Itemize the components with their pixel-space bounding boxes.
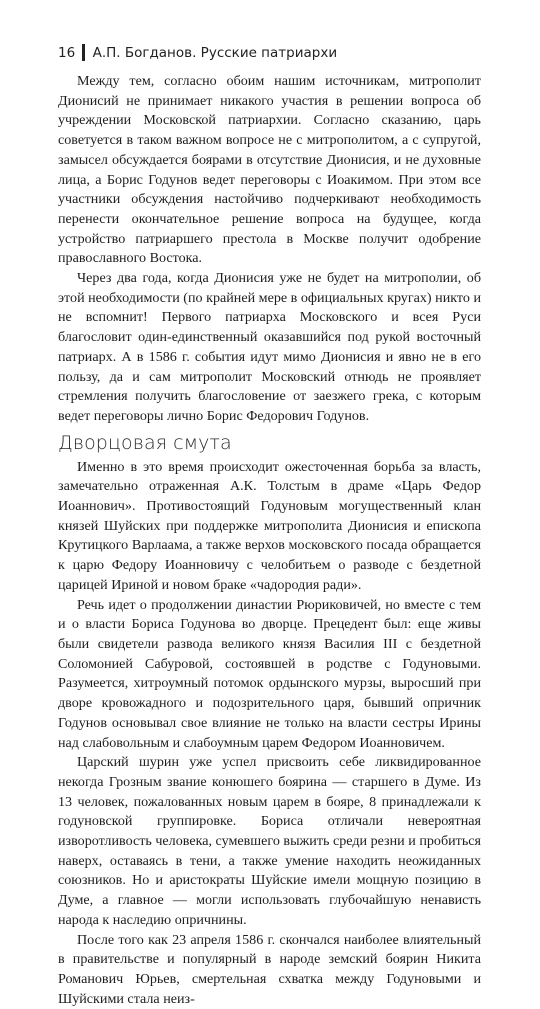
page-body <box>58 72 481 1009</box>
section-heading: Дворцовая смута <box>58 431 232 454</box>
page-number: 16 <box>58 44 76 61</box>
paragraph: Между тем, согласно обоим нашим источникам, митрополит Дионисий не принимает никакого участия в решении вопроса об учреждении Московской патриархии. Согласно сказанию, царь советуется в таком важном вопросе не с митрополитом, а с супругой, замысел обсуждается боярами в отсутствие Дионисия, и не духовные лица, а Борис Годунов ведет переговоры с Иоакимом. При этом все участники обсуждения настойчиво подчеркивают необходимость перенести окончательное решение вопроса на будущее, когда устройство патриаршего престола в Москве получит одобрение православного Востока. <box>58 73 481 267</box>
running-header <box>58 44 337 61</box>
paragraph: Именно в это время происходит ожесточенная борьба за власть, замечательно отраженная А.К. Толстым в драме «Царь Федор Иоаннович». Противостоящий Годуновым могущественный клан князей Шуйских при поддержке митрополита Дионисия и епископа Крутицкого Варлаама, а также верхов московского посада обращается к царю Федору Иоанновичу с челобитьем о разводе с бездетной царицей Ириной и новом браке «чадородия ради». <box>58 458 481 593</box>
running-title: А.П. Богданов. Русские патриархи <box>92 44 338 61</box>
paragraph: Речь идет о продолжении династии Рюриковичей, но вместе с тем и о власти Бориса Годунова во дворце. Прецедент был: еще живы были свидетели развода великого князя Василия III с бездетной Соломонией Сабуровой, состоявшей в родстве с Годуновыми. Разумеется, хитроумный потомок ордынского мурзы, выросший при дворе кровожадного и подозрительного царя, бывший опричник Годунов основывал свое влияние не только на власти сестры Ирины над слабовольным и слабоумным царем Федором Иоанновичем. <box>58 596 481 751</box>
paragraph: После того как 23 апреля 1586 г. скончался наиболее влиятельный в правительстве и популярный в народе земский боярин Никита Романович Юрьев, смертельная схватка между Годуновыми и Шуйскими стала неиз- <box>58 931 481 1007</box>
paragraph: Царский шурин уже успел присвоить себе ликвидированное некогда Грозным звание конюшего боярина — старшего в Думе. Из 13 человек, пожалованных новым царем в бояре, 8 принадлежали к годуновской группировке. Бориса отличали невероятная изворотливость человека, сумевшего выжить среди резни и пробиться наверх, оставаясь в тени, а также умение находить неожиданных союзников. Но и аристократы Шуйские имели мощную позицию в Думе, а главное — могли использовать глубочайшую ненависть народа к наследию опричнины. <box>58 754 481 928</box>
header-divider <box>82 44 84 61</box>
paragraph: Через два года, когда Дионисия уже не будет на митрополии, об этой необходимости (по крайней мере в официальных кругах) никто и не вспомнит! Первого патриарха Московского и всея Руси благословит один-единственный оказавшийся под рукой восточный патриарх. А в 1586 г. события идут мимо Дионисия и явно не в его пользу, да и сам митрополит Московский отнюдь не проявляет стремления получить благословение от заезжего грека, с которым ведет переговоры лично Борис Федорович Годунов. <box>58 270 481 424</box>
